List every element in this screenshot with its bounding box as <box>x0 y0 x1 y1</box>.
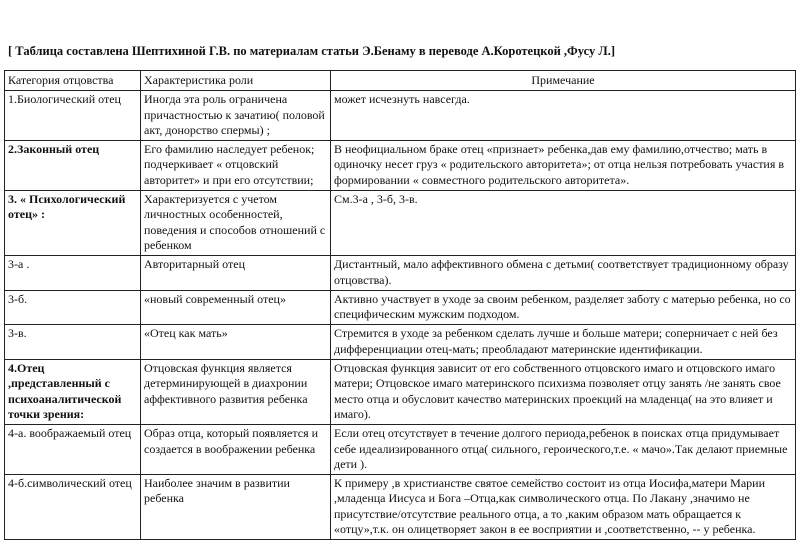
role-cell: Характеризуется с учетом личностных особенностей, поведения и способов отношений с ребенком <box>141 191 331 256</box>
note-cell: Если отец отсутствует в течение долгого периода,ребенок в поисках отца придумывает себе идеализированного отца( сильного, героического,т.е. « мачо».Так делают приемные дети ). <box>331 425 796 475</box>
role-cell: Иногда эта роль ограничена причастностью к зачатию( половой акт, донорство спермы) ; <box>141 91 331 141</box>
category-cell: 1.Биологический отец <box>5 91 141 141</box>
note-cell: См.3-а , 3-б, 3-в. <box>331 191 796 256</box>
role-cell: «Отец как мать» <box>141 325 331 360</box>
category-cell: 4.Отец ,представленный с психоаналитической точки зрения: <box>5 360 141 425</box>
header-note: Примечание <box>331 71 796 91</box>
note-cell: Дистантный, мало аффективного обмена с детьми( соответствует традиционному образу отцовства). <box>331 256 796 291</box>
table-header-row <box>5 71 796 91</box>
role-cell: «новый современный отец» <box>141 290 331 325</box>
table-row <box>5 256 796 291</box>
table-row <box>5 360 796 425</box>
note-cell: Активно участвует в уходе за своим ребенком, разделяет заботу с матерью ребенка, но со специфическим мужским подходом. <box>331 290 796 325</box>
table-row <box>5 141 796 191</box>
table-row <box>5 290 796 325</box>
category-cell: 3-в. <box>5 325 141 360</box>
note-cell: К примеру ,в христианстве святое семейство состоит из отца Иосифа,матери Марии ,младенца Иисуса и Бога –Отца,как символического отца. По Лакану ,значимо не присутствие/отсутствие реального отца, а то ,каким образом мать обращается к «отцу»,т.к. он олицетворяет закон в ее восприятии и ,соответственно, -- у ребенка. <box>331 475 796 540</box>
category-cell: 3-б. <box>5 290 141 325</box>
role-cell: Образ отца, который появляется и создается в воображении ребенка <box>141 425 331 475</box>
role-cell: Наиболее значим в развитии ребенка <box>141 475 331 540</box>
header-category: Категория отцовства <box>5 71 141 91</box>
table-caption: [ Таблица составлена Шептихиной Г.В. по материалам статьи Э.Бенаму в переводе А.Коротецкой ,Фусу Л.] <box>8 44 616 58</box>
table-row <box>5 191 796 256</box>
table-row <box>5 325 796 360</box>
note-cell: Стремится в уходе за ребенком сделать лучше и больше матери; соперничает с ней без дифференциации отец-мать; преобладают материнские идентификации. <box>331 325 796 360</box>
role-cell: Авторитарный отец <box>141 256 331 291</box>
table-row <box>5 425 796 475</box>
header-role: Характеристика роли <box>141 71 331 91</box>
note-cell: может исчезнуть навсегда. <box>331 91 796 141</box>
role-cell: Его фамилию наследует ребенок; подчеркивает « отцовский авторитет» и при его отсутствии; <box>141 141 331 191</box>
note-cell: В неофициальном браке отец «признает» ребенка,дав ему фамилию,отчество; мать в одиночку несет груз « родительского авторитета»; от отца нельзя потребовать участия в формировании « совместного родительского авторитета». <box>331 141 796 191</box>
category-cell: 4-а. воображаемый отец <box>5 425 141 475</box>
category-cell: 3. « Психологический отец» : <box>5 191 141 256</box>
table-row <box>5 475 796 540</box>
note-cell: Отцовская функция зависит от его собственного отцовского имаго и отцовского имаго матери; Отцовское имаго материнского психизма позволяет отцу занять /не занять свое место отца и обусловит качество материнских проекций на младенца( на это влияет и имаго). <box>331 360 796 425</box>
category-cell: 2.Законный отец <box>5 141 141 191</box>
fatherhood-table <box>4 70 796 540</box>
role-cell: Отцовская функция является детерминирующей в диахронии аффективного развития ребенка <box>141 360 331 425</box>
table-row <box>5 91 796 141</box>
category-cell: 3-а . <box>5 256 141 291</box>
category-cell: 4-б.символический отец <box>5 475 141 540</box>
